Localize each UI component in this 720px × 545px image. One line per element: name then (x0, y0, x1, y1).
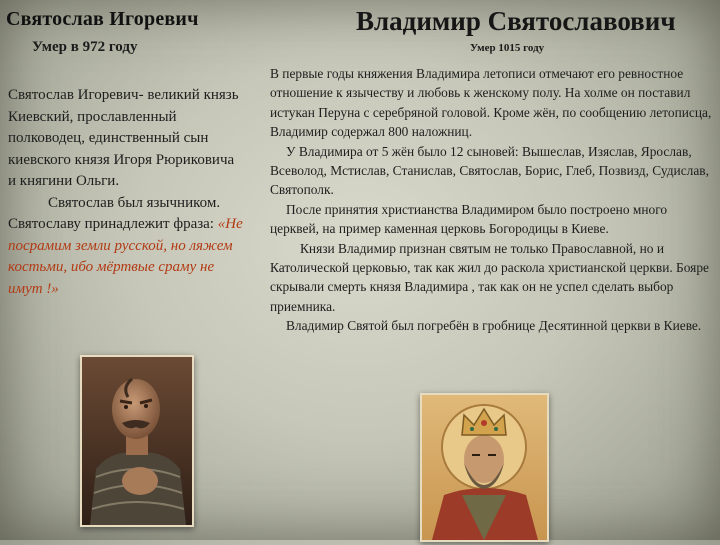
saint-icon-portrait-icon (422, 395, 547, 540)
right-paragraph: В первые годы княжения Владимира летописи отмечают его ревностное отношение к язычеству и любовь к женскому полу. На холме он поставил истукан Перуна с серебряной головой. Кроме жён, по сообщению летописца, Владимир содержал 800 наложниц. (270, 66, 712, 140)
right-biography (270, 64, 712, 336)
right-paragraph: После принятия христианства Владимиром было построено много церквей, на пример каменная церковь Богородицы в Киеве. (270, 201, 668, 237)
warrior-portrait-icon (82, 357, 192, 525)
right-paragraph: У Владимира от 5 жён было 12 сыновей: Вышеслав, Изяслав, Ярослав, Всеволод, Мстислав, Станислав, Святослав, Борис, Глеб, Позвизд, Судислав, Святополк. (270, 143, 709, 198)
right-paragraph: Владимир Святой был погребён в гробнице Десятинной церкви в Киеве. (286, 318, 702, 334)
right-title: Владимир Святославович (356, 6, 676, 36)
left-subtitle: Умер в 972 году (32, 39, 138, 55)
left-title: Святослав Игоревич (6, 8, 199, 30)
vladimir-portrait (420, 393, 549, 542)
left-bio-part2: Святослав был язычником. Святославу принадлежит фраза: (8, 194, 221, 232)
left-bio-part1: Святослав Игоревич- великий князь Киевский, прославленный полководец, единственный сын киевского князя Игоря Рюриковича и княгини Ольги. (8, 87, 239, 189)
right-paragraph: Князи Владимир признан святым не только Православной, но и Католической церковью, так как жил до раскола христианской церкви. Бояре скрывали смерть князя Владимира , так как он не успел сделать выбор приемника. (270, 240, 709, 314)
left-biography (8, 85, 244, 300)
svyatoslav-portrait (80, 355, 194, 527)
famous-quote: «Не посрамим земли русской, но ляжем костьми, ибо мёртвые сраму не имут !» (8, 216, 243, 297)
right-subtitle: Умер 1015 году (470, 42, 545, 54)
